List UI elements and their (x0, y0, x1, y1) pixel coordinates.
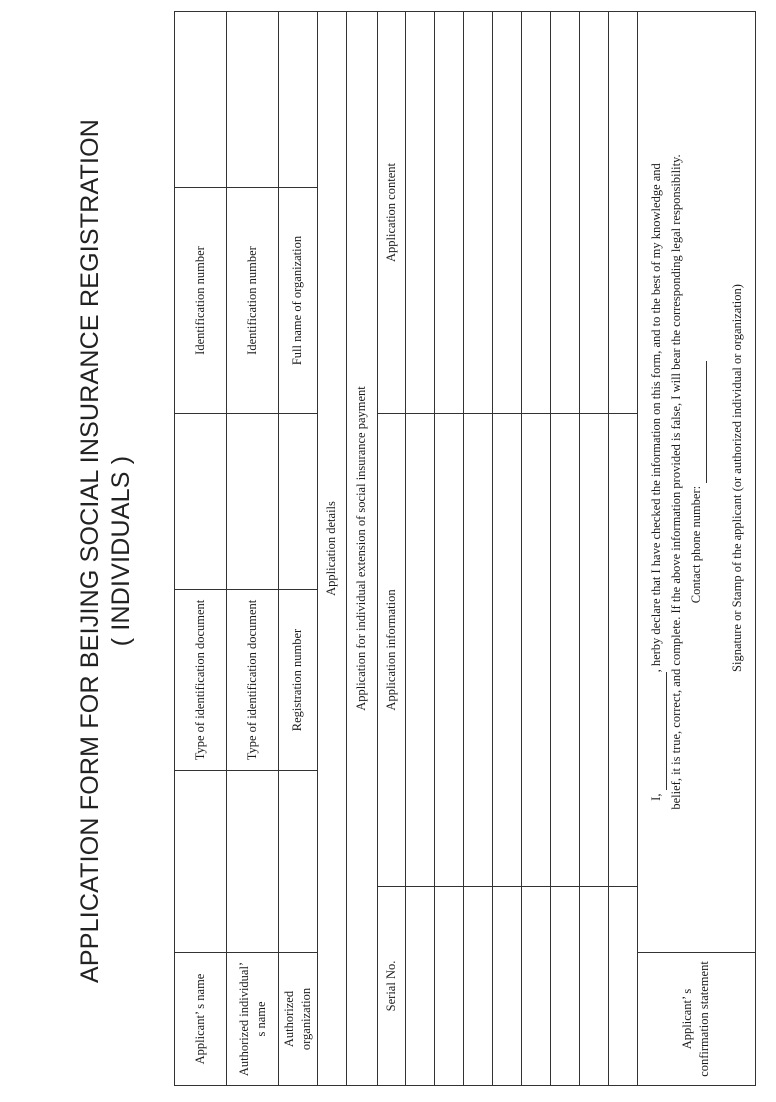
phone-label: Contact phone number: (688, 485, 703, 604)
table-row (492, 12, 521, 1086)
application-information-cell[interactable] (405, 414, 434, 887)
application-content-cell[interactable] (550, 12, 579, 414)
authorized-organization-field[interactable] (279, 771, 318, 953)
application-content-header: Application content (377, 12, 405, 414)
application-content-cell[interactable] (492, 12, 521, 414)
application-content-cell[interactable] (579, 12, 608, 414)
applicant-id-number-field[interactable] (175, 12, 227, 188)
applicant-id-type-label: Type of identification document (175, 590, 227, 771)
signature-label: Signature or Stamp of the applicant (or authorized individual or organization) (729, 284, 744, 672)
form-subtitle: ( INDIVIDUALS ) (107, 455, 135, 647)
statement-prefix: I, (648, 793, 663, 801)
table-row (521, 12, 550, 1086)
contact-phone-field[interactable] (687, 361, 707, 483)
table-row (579, 12, 608, 1086)
application-content-cell[interactable] (608, 12, 637, 414)
registration-number-field[interactable] (279, 414, 318, 590)
application-content-cell[interactable] (434, 12, 463, 414)
confirmation-label: Applicant’ s confirmation statement (637, 953, 755, 1086)
serial-no-header: Serial No. (377, 887, 405, 1086)
application-subtitle-row (346, 12, 377, 1086)
application-information-cell[interactable] (463, 414, 492, 887)
application-information-cell[interactable] (550, 414, 579, 887)
application-content-cell[interactable] (521, 12, 550, 414)
authorized-individual-row (227, 12, 279, 1086)
statement-line1: , herby declare that I have checked the information on this form, and to the best of my knowledge and (648, 163, 663, 673)
applicant-name-label: Applicant’ s name (175, 953, 227, 1086)
application-details-row (317, 12, 346, 1086)
authorized-organization-label: Authorized organization (279, 953, 318, 1086)
application-information-cell[interactable] (434, 414, 463, 887)
table-row (434, 12, 463, 1086)
application-details-label: Application details (317, 12, 346, 1086)
application-content-cell[interactable] (463, 12, 492, 414)
application-information-cell[interactable] (608, 414, 637, 887)
serial-no-cell[interactable] (463, 887, 492, 1086)
organization-full-name-field[interactable] (279, 12, 318, 188)
application-information-cell[interactable] (492, 414, 521, 887)
serial-no-cell[interactable] (434, 887, 463, 1086)
application-information-header: Application information (377, 414, 405, 887)
confirmation-row (637, 12, 755, 1086)
details-header-row (377, 12, 405, 1086)
serial-no-cell[interactable] (550, 887, 579, 1086)
application-information-cell[interactable] (521, 414, 550, 887)
statement-line2: belief, it is true, correct, and complete. If the above information provided is false, I will bear the corresponding legal responsibility. (669, 154, 684, 810)
application-table (174, 11, 756, 1086)
authorized-organization-row (279, 12, 318, 1086)
applicant-id-type-field[interactable] (175, 414, 227, 590)
form-title: APPLICATION FORM FOR BEIJING SOCIAL INSURANCE REGISTRATION (76, 118, 104, 984)
declarant-name-field[interactable] (647, 672, 667, 790)
authorized-individual-id-type-field[interactable] (227, 414, 279, 590)
organization-full-name-label: Full name of organization (279, 188, 318, 414)
authorized-individual-name-label: Authorized individual’ s name (227, 953, 279, 1086)
applicant-row (175, 12, 227, 1086)
serial-no-cell[interactable] (579, 887, 608, 1086)
table-row (405, 12, 434, 1086)
confirmation-statement (637, 12, 755, 953)
applicant-id-number-label: Identification number (175, 188, 227, 414)
application-information-cell[interactable] (579, 414, 608, 887)
registration-number-label: Registration number (279, 590, 318, 771)
authorized-individual-id-number-label: Identification number (227, 188, 279, 414)
applicant-name-field[interactable] (175, 771, 227, 953)
serial-no-cell[interactable] (492, 887, 521, 1086)
serial-no-cell[interactable] (521, 887, 550, 1086)
serial-no-cell[interactable] (405, 887, 434, 1086)
table-row (550, 12, 579, 1086)
table-row (608, 12, 637, 1086)
authorized-individual-id-number-field[interactable] (227, 12, 279, 188)
table-row (463, 12, 492, 1086)
authorized-individual-id-type-label: Type of identification document (227, 590, 279, 771)
authorized-individual-name-field[interactable] (227, 771, 279, 953)
application-content-cell[interactable] (405, 12, 434, 414)
application-subtitle: Application for individual extension of social insurance payment (346, 12, 377, 1086)
serial-no-cell[interactable] (608, 887, 637, 1086)
